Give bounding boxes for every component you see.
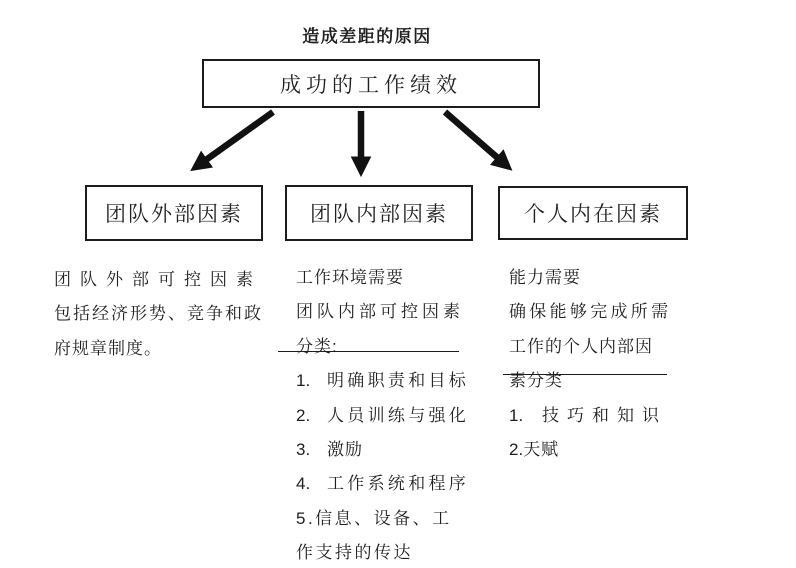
note-line: 素分类 (509, 371, 563, 391)
list-item-number: 1. (509, 405, 524, 425)
arrow-down-left-icon (196, 112, 273, 167)
note-line: 确保能够完成所需 (509, 302, 672, 322)
note-line: 工作环境需要 (296, 268, 404, 287)
list-item-number: 3. (296, 440, 311, 460)
notes-external (54, 263, 279, 366)
list-item-text: 天赋 (523, 440, 560, 460)
list-item (296, 433, 481, 467)
note-line: 府规章制度。 (54, 338, 162, 358)
list-item-text: 人员训练与强化 (327, 405, 470, 425)
note-line: 5.信息、设备、工 (296, 508, 452, 528)
list-item (296, 399, 481, 433)
root-box-label: 成功的工作绩效 (280, 73, 462, 97)
note-line: 分类: (296, 336, 338, 356)
list-item-number: 4. (296, 474, 311, 494)
list-item (296, 364, 481, 398)
list-item-text: 明确职责和目标 (327, 371, 470, 391)
note-line: 包括经济形势、竞争和政 (54, 304, 263, 324)
note-line: 能力需要 (509, 268, 581, 287)
diagram-title: 造成差距的原因 (302, 27, 432, 46)
arrow-down-right-icon (445, 112, 507, 166)
branch-box-internal (285, 185, 473, 241)
list-item-text: 工作系统和程序 (327, 474, 470, 494)
list-item-number: 2. (296, 405, 311, 425)
list-item-number: 1. (296, 371, 311, 391)
note-line: 工作的个人内部因 (509, 336, 653, 356)
notes-personal (509, 261, 694, 467)
strikethrough-rule-personal (503, 374, 667, 375)
note-line: 团队内部可控因素 (296, 302, 464, 322)
list-item-number: 2. (509, 440, 524, 460)
list-item-text: 技巧和知识 (542, 405, 667, 425)
branch-box-internal-label: 团队内部因素 (310, 203, 448, 226)
note-line: 作支持的传达 (296, 543, 413, 563)
note-line: 团队外部可控因素 (54, 270, 262, 289)
notes-internal (296, 261, 481, 568)
underline-rule-internal (278, 351, 459, 352)
branch-box-external (85, 185, 263, 241)
branch-box-personal (498, 186, 688, 240)
list-item (509, 399, 694, 433)
list-item-text: 激励 (327, 440, 363, 460)
list-item (509, 433, 694, 467)
branch-box-external-label: 团队外部因素 (105, 203, 243, 226)
branch-box-personal-label: 个人内在因素 (524, 203, 662, 226)
list-item (296, 467, 481, 501)
